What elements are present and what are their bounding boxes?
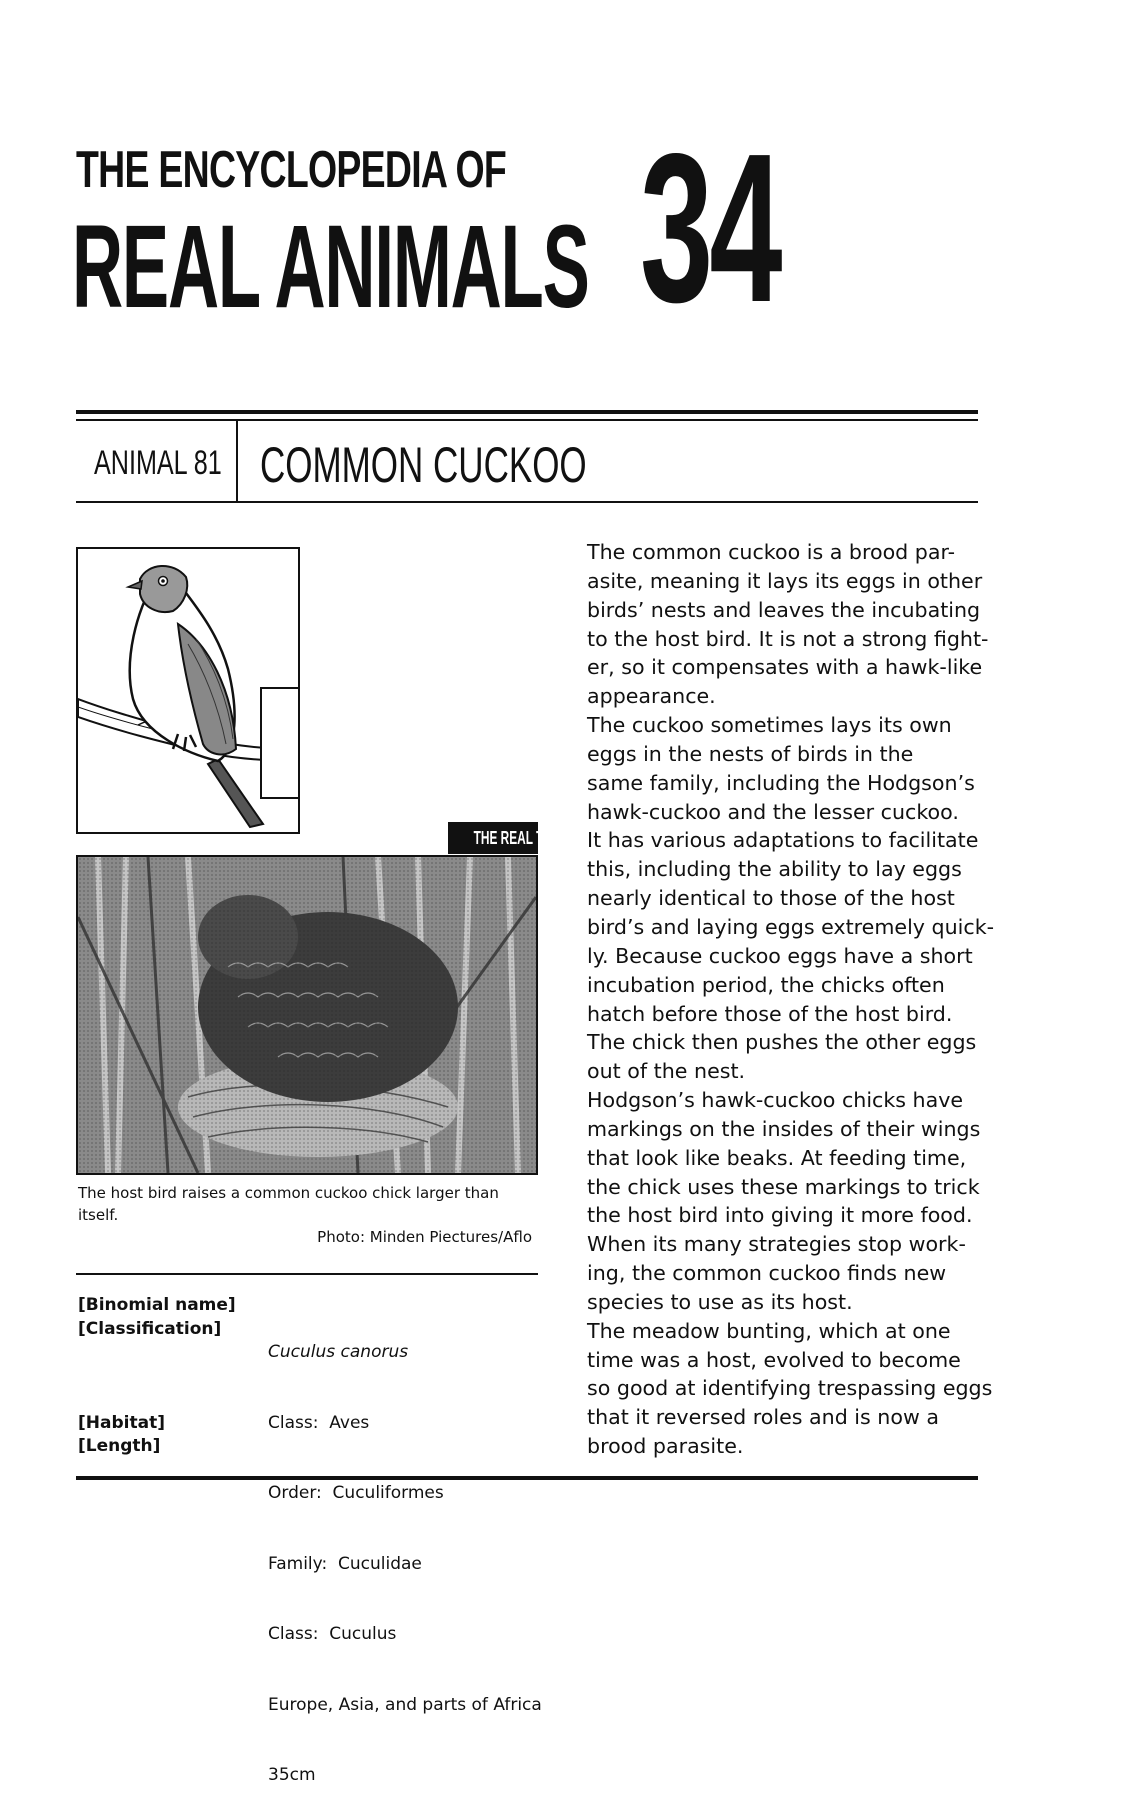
animal-number-label: ANIMAL 81 xyxy=(94,444,222,482)
habitat-value: Europe, Asia, and parts of Africa xyxy=(268,1694,542,1715)
length-value: 35cm xyxy=(268,1765,316,1785)
body-line: same family, including the Hodgson’s xyxy=(587,770,975,795)
footer-rule xyxy=(76,1476,978,1480)
info-rule xyxy=(76,1273,538,1275)
genus-value: Class: Cuculus xyxy=(268,1624,397,1644)
body-line: eggs in the nests of birds in the xyxy=(587,741,914,766)
classification-label: [Classification] xyxy=(78,1318,222,1339)
body-line: The meadow bunting, which at one xyxy=(587,1318,951,1343)
body-line: this, including the ability to lay eggs xyxy=(587,857,962,882)
body-line: the host bird into giving it more food. xyxy=(587,1203,973,1228)
animal-name: COMMON CUCKOO xyxy=(260,437,587,493)
body-line: brood parasite. xyxy=(587,1434,744,1459)
header-rule-top-thick xyxy=(76,410,978,414)
cuckoo-illustration xyxy=(76,547,300,834)
body-line: bird’s and laying eggs extremely quick- xyxy=(587,914,995,939)
volume-number: 34 xyxy=(640,109,779,346)
photo-graphic xyxy=(78,857,536,1173)
photo-caption: The host bird raises a common cuckoo chick larger than itself. xyxy=(78,1184,499,1224)
info-values xyxy=(268,1294,543,1811)
cuckoo-drawing xyxy=(78,549,298,832)
body-line: When its many strategies stop work- xyxy=(587,1232,966,1257)
order-value: Order: Cuculiformes xyxy=(268,1483,444,1503)
body-line: er, so it compensates with a hawk-like xyxy=(587,655,983,680)
body-line: to the host bird. It is not a strong fight- xyxy=(587,626,989,651)
body-line: birds’ nests and leaves the incubating xyxy=(587,597,981,622)
class-value: Class: Aves xyxy=(268,1412,370,1433)
body-text xyxy=(587,538,995,1461)
body-line: It has various adaptations to facilitate xyxy=(587,828,979,853)
body-line: ly. Because cuckoo eggs have a short xyxy=(587,943,973,968)
title-line-1: THE ENCYCLOPEDIA OF xyxy=(76,141,507,199)
length-label: [Length] xyxy=(78,1436,161,1456)
body-line: so good at identifying trespassing eggs xyxy=(587,1376,993,1401)
body-line: markings on the insides of their wings xyxy=(587,1116,981,1141)
body-line: species to use as its host. xyxy=(587,1289,853,1314)
body-line: that look like beaks. At feeding time, xyxy=(587,1145,967,1170)
header-rule-top-thin xyxy=(76,419,978,421)
header-rule-bottom xyxy=(76,501,978,503)
body-line: ing, the common cuckoo finds new xyxy=(587,1261,947,1286)
header-divider xyxy=(236,421,238,503)
body-line: hawk-cuckoo and the lesser cuckoo. xyxy=(587,799,959,824)
body-line: Hodgson’s hawk-cuckoo chicks have xyxy=(587,1088,964,1113)
body-line: incubation period, the chicks often xyxy=(587,972,945,997)
title-line-2: REAL ANIMALS xyxy=(72,201,589,333)
body-line: asite, meaning it lays its eggs in other xyxy=(587,568,983,593)
body-line: hatch before those of the host bird. xyxy=(587,1001,953,1026)
body-line: The common cuckoo is a brood par- xyxy=(587,540,956,564)
habitat-label: [Habitat] xyxy=(78,1412,165,1433)
body-line: The cuckoo sometimes lays its own xyxy=(587,713,952,738)
body-line: the chick uses these markings to trick xyxy=(587,1174,980,1199)
info-labels xyxy=(78,1294,263,1459)
body-line: that it reversed roles and is now a xyxy=(587,1405,939,1430)
cuckoo-photo xyxy=(76,855,538,1175)
family-value: Family: Cuculidae xyxy=(268,1553,422,1574)
real-thing-badge: THE REAL THING xyxy=(448,822,538,854)
body-line: The chick then pushes the other eggs xyxy=(587,1030,977,1055)
binomial-value: Cuculus canorus xyxy=(268,1342,409,1362)
body-line: nearly identical to those of the host xyxy=(587,886,955,911)
body-line: time was a host, evolved to become xyxy=(587,1347,961,1372)
body-line: out of the nest. xyxy=(587,1059,746,1084)
photo-credit: Photo: Minden Piectures/Aflo xyxy=(317,1228,532,1246)
binomial-label: [Binomial name] xyxy=(78,1295,236,1315)
body-line: appearance. xyxy=(587,684,716,709)
